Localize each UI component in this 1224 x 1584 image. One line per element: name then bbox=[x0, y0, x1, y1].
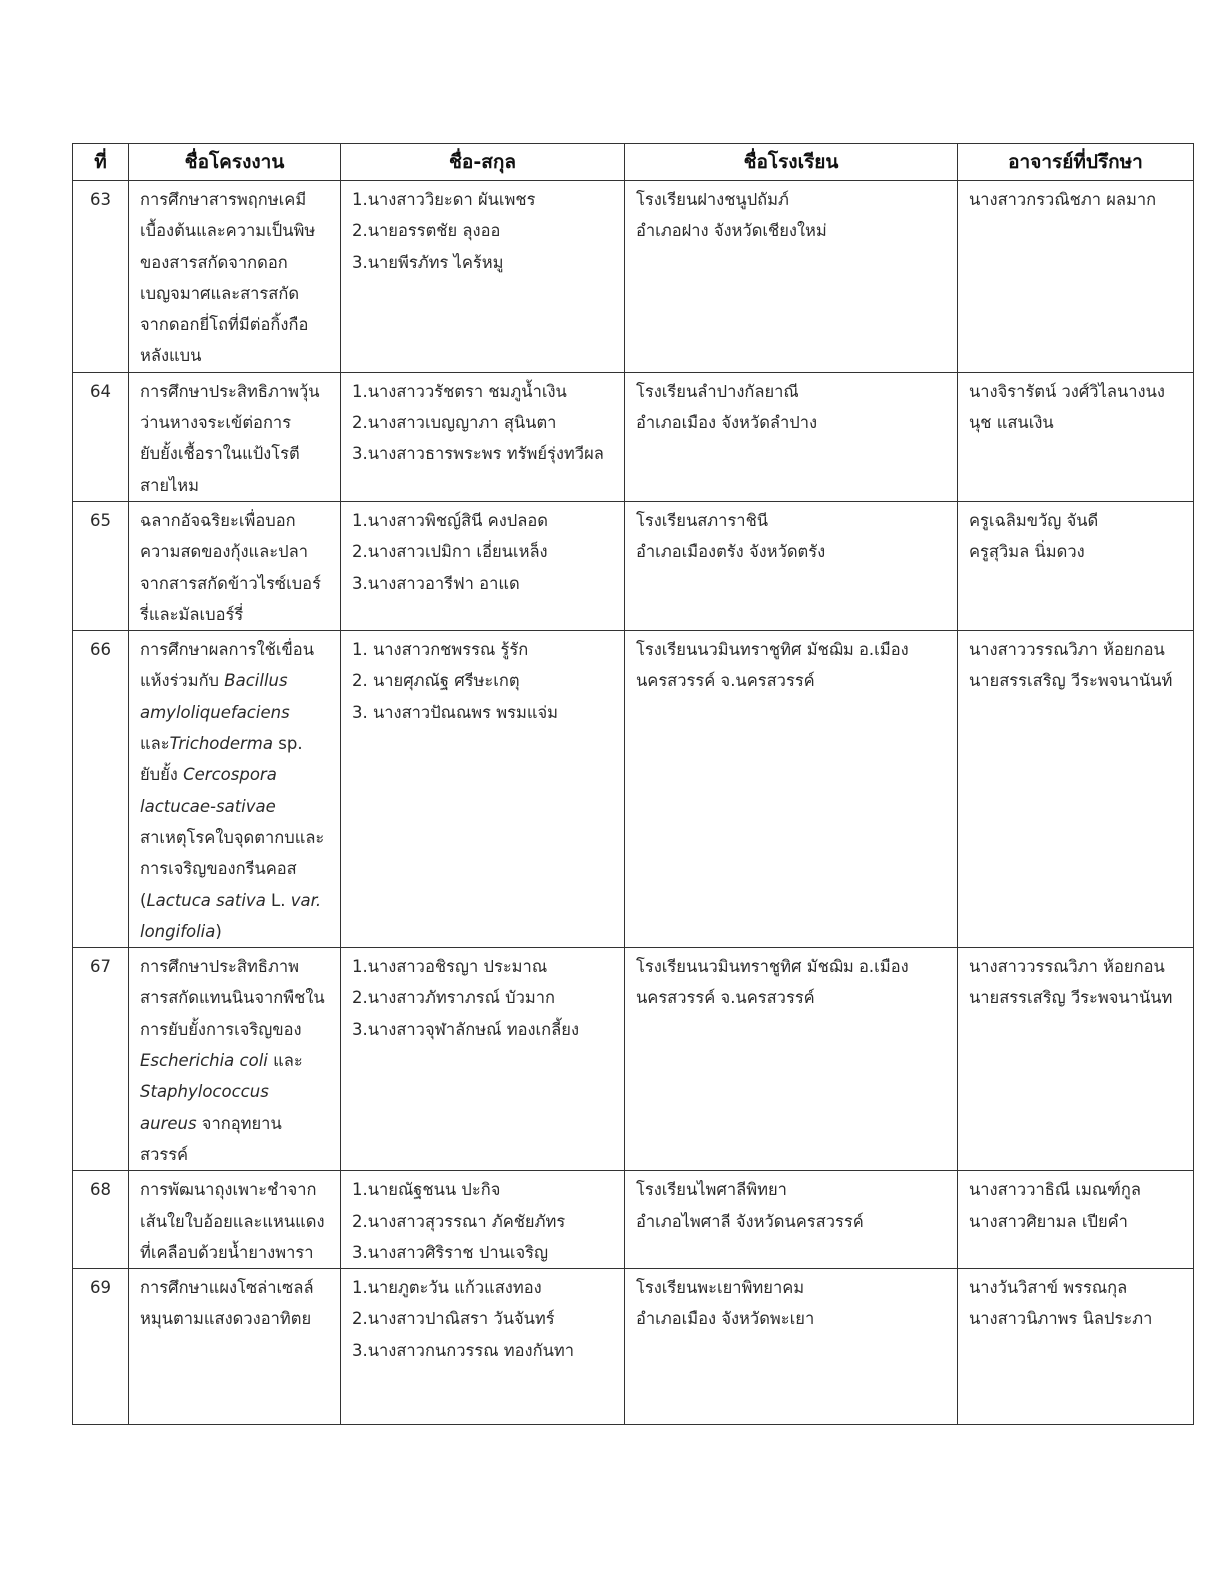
table-row bbox=[73, 372, 1194, 501]
cell-line: 3.นางสาวศิริราช ปานเจริญ bbox=[352, 1242, 549, 1262]
cell-line: อำเภอเมือง จังหวัดพะเยา bbox=[636, 1309, 815, 1329]
project-name-cell bbox=[129, 372, 341, 501]
project-name-cell-content bbox=[129, 181, 340, 372]
cell-line: นายสรรเสริญ วีระพจนานันท์ bbox=[969, 671, 1173, 691]
cell-line: สายไหม bbox=[140, 475, 200, 495]
scientific-name-text: Escherichia coli bbox=[140, 1051, 268, 1071]
cell-line: ว่านหางจระเข้ต่อการ bbox=[140, 413, 292, 433]
cell-line: การศึกษาสารพฤกษเคมี bbox=[140, 190, 307, 209]
project-name-cell bbox=[129, 181, 341, 373]
cell-line: นางสาวศิยามล เปียคำ bbox=[969, 1211, 1128, 1231]
school-cell-content bbox=[625, 373, 957, 439]
cell-line: 1.นายณัฐชนน ปะกิจ bbox=[352, 1180, 501, 1200]
project-name-cell-content bbox=[129, 373, 340, 501]
text-segment: ) bbox=[215, 921, 222, 941]
cell-line: ยับยั้งเชื้อราในแป้งโรตี bbox=[140, 444, 300, 464]
cell-line: นางสาววาธิณี เมณฑ์กูล bbox=[969, 1180, 1141, 1200]
cell-line: 2.นางสาวสุวรรณา ภัคชัยภัทร bbox=[352, 1211, 566, 1231]
advisor-cell-content bbox=[958, 1171, 1193, 1237]
cell-line: อำเภอฝาง จังหวัดเชียงใหม่ bbox=[636, 221, 827, 241]
text-segment: จากอุทยาน bbox=[196, 1113, 282, 1133]
cell-line bbox=[140, 1045, 330, 1076]
school-cell-content bbox=[625, 181, 957, 247]
school-cell-content bbox=[625, 1269, 957, 1335]
cell-line: ความสดของกุ้งและปลา bbox=[140, 542, 308, 562]
cell-line bbox=[140, 665, 330, 696]
cell-line bbox=[140, 1014, 330, 1045]
header-advisor: อาจารย์ที่ปรึกษา bbox=[958, 144, 1194, 181]
student-names-cell bbox=[341, 1269, 625, 1425]
student-names-cell bbox=[341, 372, 625, 501]
cell-line bbox=[140, 759, 330, 790]
student-names-cell bbox=[341, 631, 625, 948]
table-row bbox=[73, 1171, 1194, 1269]
text-segment: ยับยั้ง bbox=[140, 765, 184, 785]
cell-line: 1.นางสาวพิชญ์สินี คงปลอด bbox=[352, 510, 548, 530]
advisor-cell bbox=[958, 1171, 1194, 1269]
advisor-cell-content bbox=[958, 1269, 1193, 1335]
table-row bbox=[73, 181, 1194, 373]
advisor-cell-content bbox=[958, 373, 1193, 439]
school-cell-content bbox=[625, 631, 957, 697]
cell-line: 2.นายอรรตชัย ลุงออ bbox=[352, 221, 501, 241]
cell-line bbox=[140, 1076, 330, 1107]
advisor-cell bbox=[958, 631, 1194, 948]
projects-table bbox=[72, 143, 1194, 1425]
school-cell bbox=[625, 631, 958, 948]
cell-line bbox=[140, 951, 330, 982]
cell-line bbox=[140, 1108, 330, 1139]
cell-line bbox=[140, 822, 330, 853]
scientific-name-text: amyloliquefaciens bbox=[140, 702, 290, 722]
cell-line: หลังแบน bbox=[140, 346, 202, 366]
table-row bbox=[73, 631, 1194, 948]
advisor-cell-content bbox=[958, 631, 1193, 697]
student-names-cell bbox=[341, 948, 625, 1171]
student-names-cell-content bbox=[341, 948, 624, 1045]
cell-line: อำเภอเมืองตรัง จังหวัดตรัง bbox=[636, 542, 826, 562]
cell-line: อำเภอไพศาลี จังหวัดนครสวรรค์ bbox=[636, 1211, 864, 1231]
cell-line: โรงเรียนนวมินทราชูทิศ มัชฌิม อ.เมือง bbox=[636, 640, 909, 660]
advisor-cell-content bbox=[958, 502, 1193, 568]
scientific-name-text: Trichoderma bbox=[169, 734, 273, 754]
cell-line: 2.นางสาวภัทราภรณ์ บัวมาก bbox=[352, 988, 555, 1008]
project-name-cell-content bbox=[129, 1269, 340, 1335]
advisor-cell-content bbox=[958, 948, 1193, 1014]
text-segment: สารสกัดแทนนินจากพืชใน bbox=[140, 988, 325, 1008]
project-name-cell-content bbox=[129, 948, 340, 1170]
cell-line: นุช แสนเงิน bbox=[969, 413, 1054, 433]
project-name-cell bbox=[129, 948, 341, 1171]
row-number: 64 bbox=[73, 372, 129, 501]
student-names-cell-content bbox=[341, 631, 624, 728]
student-names-cell bbox=[341, 1171, 625, 1269]
table-body bbox=[73, 181, 1194, 1425]
cell-line: หมุนตามแสงดวงอาทิตย bbox=[140, 1309, 312, 1329]
text-segment: ( bbox=[140, 890, 147, 910]
cell-line: รี่และมัลเบอร์รี่ bbox=[140, 604, 244, 624]
cell-line: โรงเรียนพะเยาพิทยาคม bbox=[636, 1278, 805, 1298]
cell-line: 1. นางสาวกชพรรณ รู้รัก bbox=[352, 640, 529, 660]
text-segment: การศึกษาประสิทธิภาพ bbox=[140, 957, 299, 977]
row-number: 65 bbox=[73, 501, 129, 630]
text-segment: สาเหตุโรคใบจุดตากบและ bbox=[140, 827, 325, 847]
school-cell bbox=[625, 1171, 958, 1269]
text-segment: การเจริญของกรีนคอส bbox=[140, 859, 297, 879]
cell-line: 2.นางสาวเปมิกา เอี่ยนเหล็ง bbox=[352, 542, 548, 562]
cell-line: อำเภอเมือง จังหวัดลำปาง bbox=[636, 413, 818, 433]
cell-line: จากดอกยี่โถที่มีต่อกิ้งกือ bbox=[140, 315, 309, 335]
school-cell-content bbox=[625, 502, 957, 568]
cell-line bbox=[140, 982, 330, 1013]
school-cell bbox=[625, 181, 958, 373]
cell-line: การพัฒนาถุงเพาะชำจาก bbox=[140, 1180, 317, 1200]
cell-line bbox=[140, 634, 330, 665]
project-name-cell-content bbox=[129, 502, 340, 630]
project-name-cell-content bbox=[129, 1171, 340, 1268]
cell-line: เบญจมาศและสารสกัด bbox=[140, 283, 300, 303]
project-name-cell-content bbox=[129, 631, 340, 947]
scientific-name-text: Bacillus bbox=[224, 671, 288, 691]
advisor-cell-content bbox=[958, 181, 1193, 215]
cell-line: ของสารสกัดจากดอก bbox=[140, 252, 288, 272]
student-names-cell-content bbox=[341, 502, 624, 599]
cell-line: โรงเรียนลำปางกัลยาณี bbox=[636, 381, 799, 401]
cell-line: 3.นายพีรภัทร ไคร้หมู bbox=[352, 252, 504, 272]
cell-line: ครูสุวิมล นิ่มดวง bbox=[969, 542, 1085, 562]
cell-line bbox=[140, 853, 330, 884]
cell-line: 3.นางสาวกนกวรรณ ทองกันทา bbox=[352, 1340, 575, 1360]
cell-line: เส้นใยใบอ้อยและแหนแดง bbox=[140, 1211, 325, 1231]
cell-line bbox=[140, 1139, 330, 1170]
student-names-cell bbox=[341, 181, 625, 373]
cell-line: 2. นายศุภณัฐ ศรีษะเกตุ bbox=[352, 671, 520, 691]
student-names-cell-content bbox=[341, 1171, 624, 1268]
cell-line: 1.นายภูตะวัน แก้วแสงทอง bbox=[352, 1278, 542, 1298]
cell-line bbox=[140, 885, 330, 916]
text-segment: การศึกษาผลการใช้เขื่อน bbox=[140, 640, 314, 660]
project-name-cell bbox=[129, 631, 341, 948]
cell-line: 3.นางสาวธารพระพร ทรัพย์รุ่งทวีผล bbox=[352, 444, 604, 464]
advisor-cell bbox=[958, 181, 1194, 373]
cell-line: โรงเรียนฝางชนูปถัมภ์ bbox=[636, 190, 789, 209]
cell-line: 2.นางสาวปาณิสรา วันจันทร์ bbox=[352, 1309, 555, 1329]
cell-line: 3.นางสาวอารีฟา อาแด bbox=[352, 573, 520, 593]
cell-line: 3.นางสาวจุฬาลักษณ์ ทองเกลี้ยง bbox=[352, 1019, 579, 1039]
cell-line: นางสาวกรวณิชภา ผลมาก bbox=[969, 190, 1157, 209]
cell-line: นางสาววรรณวิภา ห้อยกอน bbox=[969, 957, 1165, 977]
project-name-cell bbox=[129, 1269, 341, 1425]
cell-line: เบื้องต้นและความเป็นพิษ bbox=[140, 221, 316, 241]
cell-line: จากสารสกัดข้าวไรซ์เบอร์ bbox=[140, 573, 321, 593]
student-names-cell-content bbox=[341, 1269, 624, 1366]
text-segment: แห้งร่วมกับ bbox=[140, 671, 225, 691]
header-school-name: ชื่อโรงเรียน bbox=[625, 144, 958, 181]
text-segment: และ bbox=[140, 734, 170, 754]
scientific-name-text: lactucae-sativae bbox=[140, 796, 276, 816]
cell-line: การศึกษาประสิทธิภาพวุ้น bbox=[140, 381, 320, 401]
student-names-cell-content bbox=[341, 373, 624, 470]
cell-line: โรงเรียนสภาราชินี bbox=[636, 510, 769, 530]
cell-line: 2.นางสาวเบญญาภา สุนินตา bbox=[352, 413, 557, 433]
cell-line bbox=[140, 697, 330, 728]
text-segment: สวรรค์ bbox=[140, 1144, 189, 1164]
cell-line: การศึกษาแผงโซล่าเซลล์ bbox=[140, 1278, 314, 1298]
scientific-name-text: Lactuca sativa bbox=[146, 890, 266, 910]
advisor-cell bbox=[958, 372, 1194, 501]
row-number: 69 bbox=[73, 1269, 129, 1425]
student-names-cell-content bbox=[341, 181, 624, 278]
cell-line: 1.นางสาววรัชตรา ชมภูน้ำเงิน bbox=[352, 381, 567, 401]
text-segment: และ bbox=[267, 1051, 303, 1071]
school-cell bbox=[625, 372, 958, 501]
cell-line bbox=[140, 791, 330, 822]
cell-line: ครูเฉลิมขวัญ จันดี bbox=[969, 510, 1099, 530]
cell-line: นายสรรเสริญ วีระพจนานันท bbox=[969, 988, 1173, 1008]
school-cell bbox=[625, 948, 958, 1171]
scientific-name-text: Cercospora bbox=[183, 765, 277, 785]
cell-line: นางวันวิสาข์ พรรณกุล bbox=[969, 1278, 1128, 1298]
cell-line: นางจิรารัตน์ วงศ์วิไลนางนง bbox=[969, 381, 1165, 401]
cell-line: 1.นางสาววิยะดา ผันเพชร bbox=[352, 190, 536, 209]
project-name-cell bbox=[129, 501, 341, 630]
table-row bbox=[73, 948, 1194, 1171]
row-number: 68 bbox=[73, 1171, 129, 1269]
student-names-cell bbox=[341, 501, 625, 630]
advisor-cell bbox=[958, 1269, 1194, 1425]
school-cell-content bbox=[625, 948, 957, 1014]
cell-line: นางสาววรรณวิภา ห้อยกอน bbox=[969, 640, 1165, 660]
table-header-row bbox=[73, 144, 1194, 181]
advisor-cell bbox=[958, 948, 1194, 1171]
header-no: ที่ bbox=[73, 144, 129, 181]
cell-line: นครสวรรค์ จ.นครสวรรค์ bbox=[636, 988, 815, 1008]
cell-line: โรงเรียนนวมินทราชูทิศ มัชฌิม อ.เมือง bbox=[636, 957, 909, 977]
scientific-name-text: Staphylococcus bbox=[140, 1082, 269, 1102]
row-number: 67 bbox=[73, 948, 129, 1171]
cell-line: โรงเรียนไพศาลีพิทยา bbox=[636, 1180, 787, 1200]
row-number: 63 bbox=[73, 181, 129, 373]
cell-line bbox=[140, 728, 330, 759]
row-number: 66 bbox=[73, 631, 129, 948]
text-segment: การยับยั้งการเจริญของ bbox=[140, 1019, 302, 1039]
cell-line: ที่เคลือบด้วยน้ำยางพารา bbox=[140, 1242, 314, 1262]
table-row bbox=[73, 501, 1194, 630]
cell-line: นครสวรรค์ จ.นครสวรรค์ bbox=[636, 671, 815, 691]
advisor-cell bbox=[958, 501, 1194, 630]
cell-line: 3. นางสาวปัณณพร พรมแจ่ม bbox=[352, 702, 559, 722]
scientific-name-text: longifolia bbox=[140, 921, 216, 941]
header-student-names: ชื่อ-สกุล bbox=[341, 144, 625, 181]
cell-line: นางสาวนิภาพร นิลประภา bbox=[969, 1309, 1153, 1329]
school-cell bbox=[625, 1269, 958, 1425]
scientific-name-text: aureus bbox=[140, 1113, 197, 1133]
text-segment: L. bbox=[265, 890, 291, 910]
scientific-name-text: var. bbox=[290, 890, 322, 910]
project-name-cell bbox=[129, 1171, 341, 1269]
table-row bbox=[73, 1269, 1194, 1425]
school-cell-content bbox=[625, 1171, 957, 1237]
header-project-name: ชื่อโครงงาน bbox=[129, 144, 341, 181]
cell-line: ฉลากอัจฉริยะเพื่อบอก bbox=[140, 510, 296, 530]
cell-line: 1.นางสาวอชิรญา ประมาณ bbox=[352, 957, 548, 977]
cell-line bbox=[140, 916, 330, 947]
school-cell bbox=[625, 501, 958, 630]
text-segment: sp. bbox=[273, 734, 303, 754]
